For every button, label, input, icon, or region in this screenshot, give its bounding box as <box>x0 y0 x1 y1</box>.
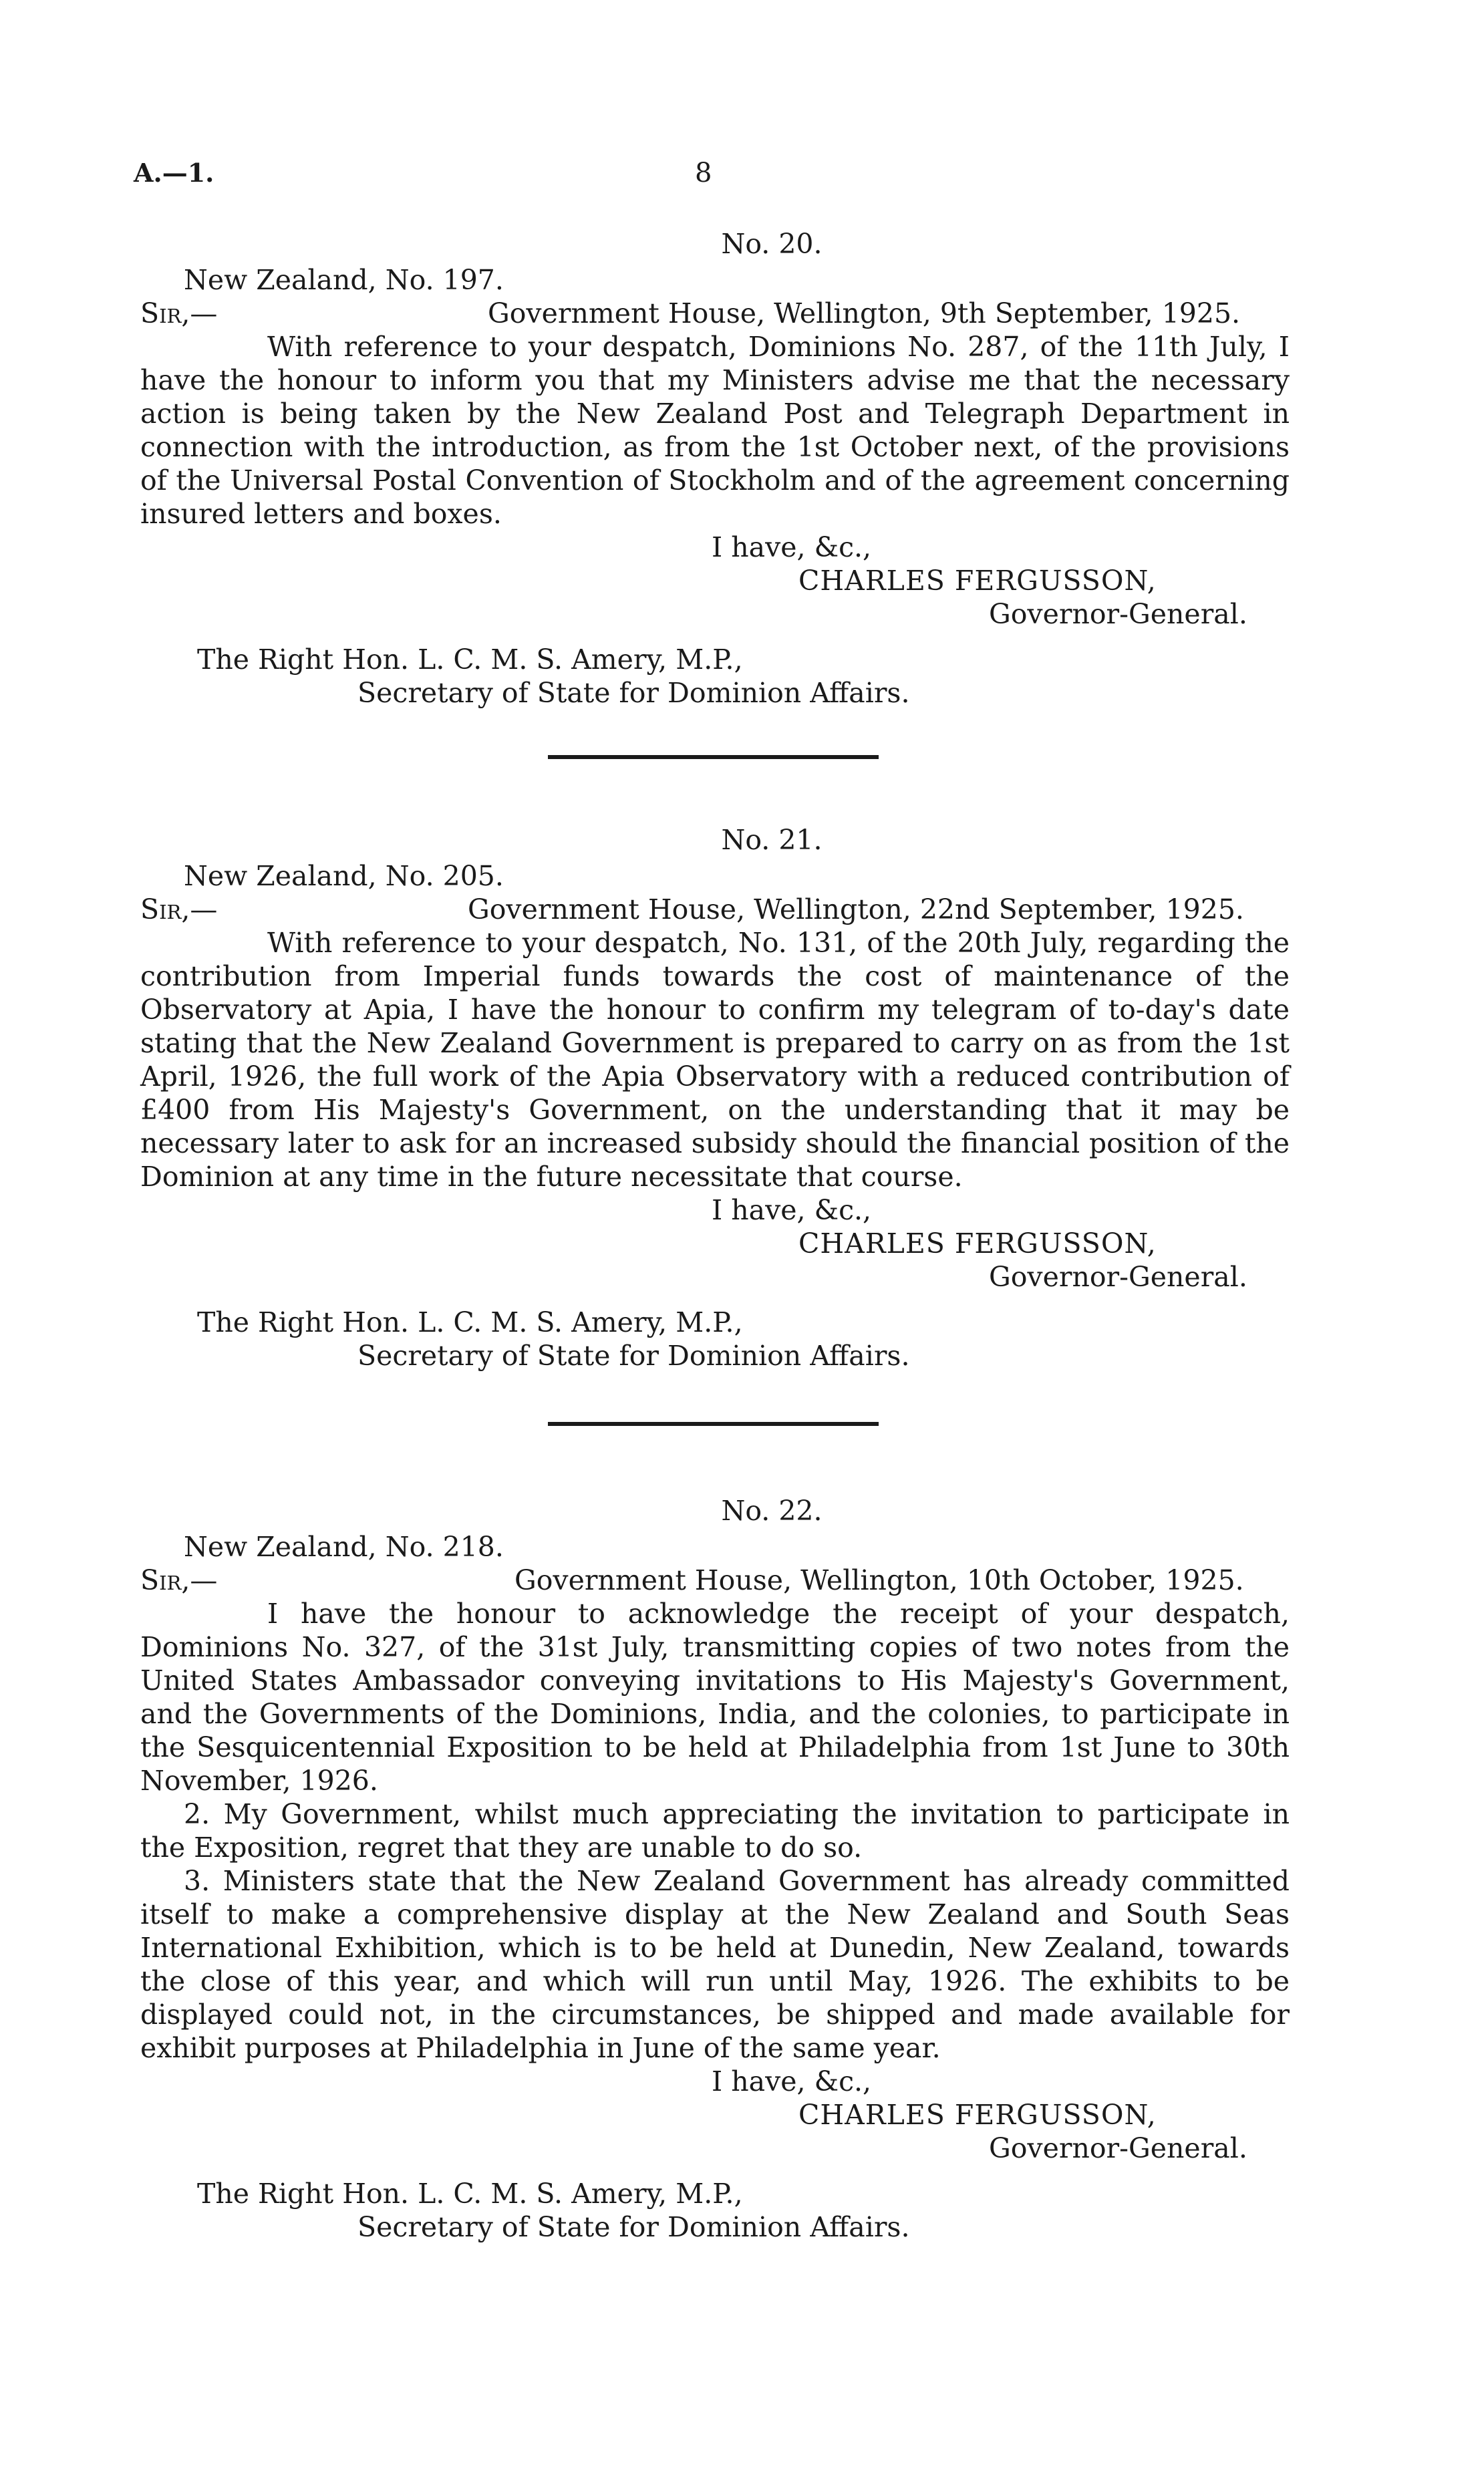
letter-number: No. 20. <box>721 228 823 260</box>
signer-title: Governor-General. <box>989 2132 1247 2164</box>
place-date: Government House, Wellington, 9th September, 1925. <box>488 297 1241 329</box>
salutation-line <box>140 893 1290 926</box>
despatch-reference: New Zealand, No. 205. <box>184 860 504 892</box>
closing: I have, &c., <box>712 2065 872 2097</box>
section-divider <box>548 1422 879 1426</box>
page-code: A.—1. <box>134 158 214 188</box>
closing: I have, &c., <box>712 531 872 563</box>
signer-name: CHARLES FERGUSSON, <box>798 1227 1157 1260</box>
letter-paragraph: With reference to your despatch, Dominions No. 287, of the 11th July, I have the honour to inform you that my Ministers advise me that the necessary action is being taken by the New Zealand Post and Telegraph Department in connection with the introduction, as from the 1st October next, of the provisions of the Universal Postal Convention of Stockholm and of the agreement concerning insured letters and boxes. <box>140 331 1290 530</box>
place-date: Government House, Wellington, 10th October, 1925. <box>514 1564 1244 1596</box>
addressee-title: Secretary of State for Dominion Affairs. <box>357 1340 910 1372</box>
addressee-title: Secretary of State for Dominion Affairs. <box>357 2211 910 2243</box>
salutation-line <box>140 297 1290 330</box>
salutation: Sir,— <box>140 1564 218 1596</box>
addressee-name: The Right Hon. L. C. M. S. Amery, M.P., <box>197 1306 743 1338</box>
signer-title: Governor-General. <box>989 1261 1247 1293</box>
signer-name: CHARLES FERGUSSON, <box>798 565 1157 597</box>
letter-no-22 <box>140 1494 1290 2244</box>
letter-no-21 <box>140 823 1290 1372</box>
addressee-name: The Right Hon. L. C. M. S. Amery, M.P., <box>197 2178 743 2210</box>
salutation: Sir,— <box>140 297 218 329</box>
section-divider <box>548 755 879 759</box>
signer-name: CHARLES FERGUSSON, <box>798 2099 1157 2131</box>
letter-paragraph: With reference to your despatch, No. 131, of the 20th July, regarding the contribution from Imperial funds towards the cost of maintenance of the Observatory at Apia, I have the honour to confirm my telegram of to-day's date stating that the New Zealand Government is prepared to carry on as from the 1st April, 1926, the full work of the Apia Observatory with a reduced contribution of £400 from His Majesty's Government, on the understanding that it may be necessary later to ask for an increased subsidy should the financial position of the Dominion at any time in the future necessitate that course. <box>140 927 1290 1193</box>
salutation: Sir,— <box>140 893 218 925</box>
addressee-title: Secretary of State for Dominion Affairs. <box>357 677 910 709</box>
salutation-line <box>140 1564 1290 1597</box>
letter-paragraph: 2. My Government, whilst much appreciating the invitation to participate in the Exposition, regret that they are unable to do so. <box>140 1798 1290 1864</box>
page-number: 8 <box>695 158 712 188</box>
letter-number: No. 21. <box>721 824 823 856</box>
letter-paragraph: 3. Ministers state that the New Zealand Government has already committed itself to make a comprehensive display at the New Zealand and South Seas International Exhibition, which is to be held at Dunedin, New Zealand, towards the close of this year, and which will run until May, 1926. The exhibits to be displayed could not, in the circumstances, be shipped and made available for exhibit purposes at Philadelphia in June of the same year. <box>140 1865 1290 2064</box>
despatch-reference: New Zealand, No. 218. <box>184 1531 504 1563</box>
letter-paragraph: I have the honour to acknowledge the receipt of your despatch, Dominions No. 327, of the 31st July, transmitting copies of two notes from the United States Ambassador conveying invitations to His Majesty's Government, and the Governments of the Dominions, India, and the colonies, to participate in the Sesquicentennial Exposition to be held at Philadelphia from 1st June to 30th November, 1926. <box>140 1598 1290 1797</box>
letter-number: No. 22. <box>721 1495 823 1527</box>
signer-title: Governor-General. <box>989 598 1247 630</box>
addressee-name: The Right Hon. L. C. M. S. Amery, M.P., <box>197 643 743 676</box>
closing: I have, &c., <box>712 1194 872 1226</box>
letter-no-20 <box>140 227 1290 710</box>
place-date: Government House, Wellington, 22nd September, 1925. <box>468 893 1244 925</box>
despatch-reference: New Zealand, No. 197. <box>184 264 504 296</box>
